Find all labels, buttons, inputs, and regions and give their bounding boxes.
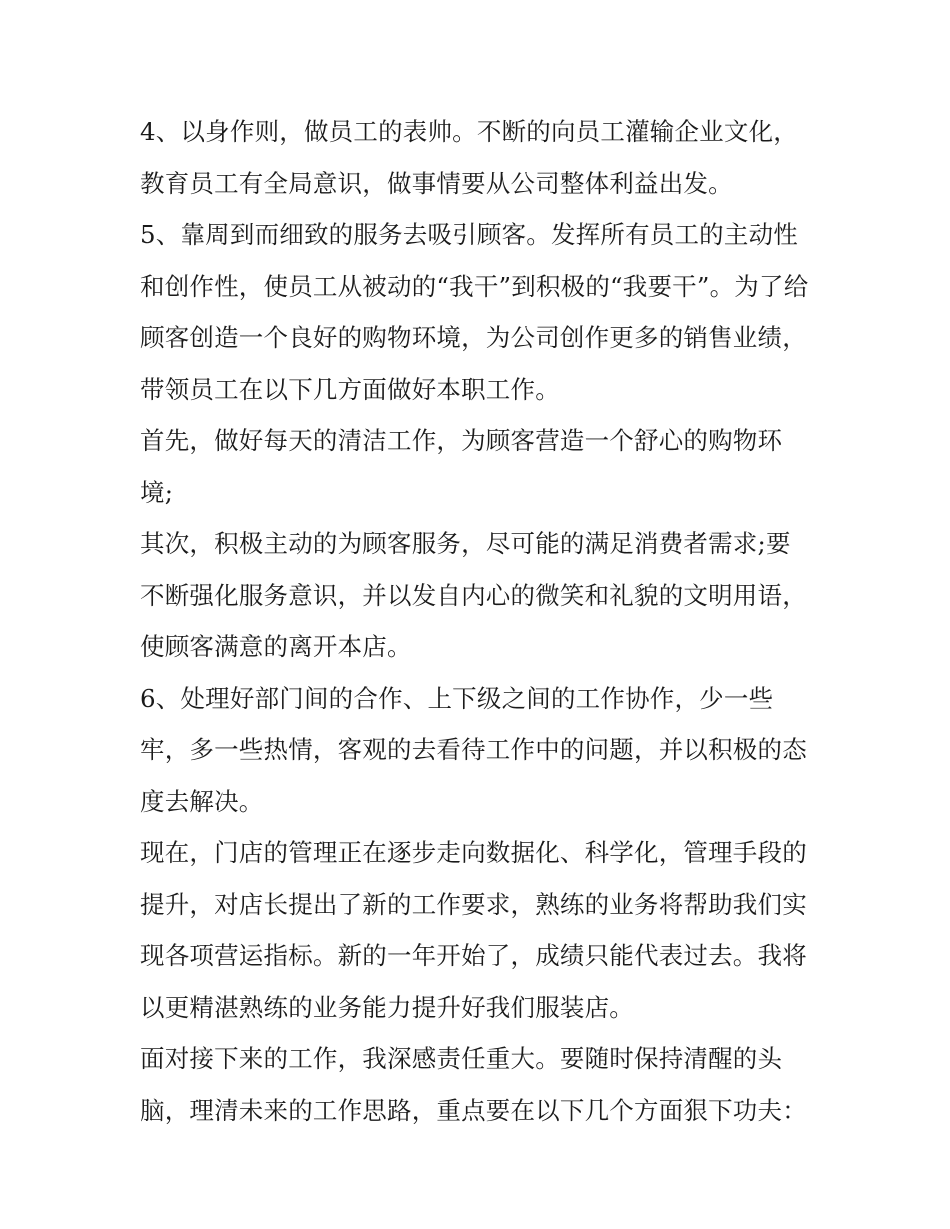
- text-line: 6、处理好部门间的合作、上下级之间的工作协作，少一些: [140, 683, 774, 713]
- text-line: 脑，理清未来的工作思路，重点要在以下几个方面狠下功夫：: [140, 1095, 807, 1125]
- document-body: [140, 106, 820, 1136]
- text-line: 牢，多一些热情，客观的去看待工作中的问题，并以积极的态: [140, 735, 807, 764]
- text-line: 其次，积极主动的为顾客服务，尽可能的满足消费者需求;要: [140, 529, 791, 558]
- text-line: 度去解决。: [140, 786, 264, 816]
- text-line: 顾客创造一个良好的购物环境，为公司创作更多的销售业绩，: [140, 323, 807, 352]
- text-line: 不断强化服务意识，并以发自内心的微笑和礼貌的文明用语，: [140, 580, 807, 610]
- text-line: 5、靠周到而细致的服务去吸引顾客。发挥所有员工的主动性: [140, 220, 798, 249]
- text-line: 现各项营运指标。新的一年开始了，成绩只能代表过去。我将: [140, 941, 807, 970]
- text-line: 教育员工有全局意识，做事情要从公司整体利益出发。: [140, 168, 733, 198]
- text-line: 和创作性，使员工从被动的“我干”到积极的“我要干”。为了给: [140, 271, 809, 301]
- text-line: 带领员工在以下几方面做好本职工作。: [140, 374, 560, 404]
- text-line: 4、以身作则，做员工的表帅。不断的向员工灌输企业文化，: [140, 117, 798, 146]
- text-line: 境;: [140, 477, 174, 507]
- text-line: 以更精湛熟练的业务能力提升好我们服装店。: [140, 992, 634, 1022]
- text-line: 提升，对店长提出了新的工作要求，熟练的业务将帮助我们实: [140, 889, 807, 919]
- text-line: 首先，做好每天的清洁工作，为顾客营造一个舒心的购物环: [140, 426, 783, 455]
- text-line: 现在，门店的管理正在逐步走向数据化、科学化，管理手段的: [140, 838, 807, 867]
- text-line: 面对接下来的工作，我深感责任重大。要随时保持清醒的头: [140, 1044, 783, 1073]
- text-line: 使顾客满意的离开本店。: [140, 632, 412, 661]
